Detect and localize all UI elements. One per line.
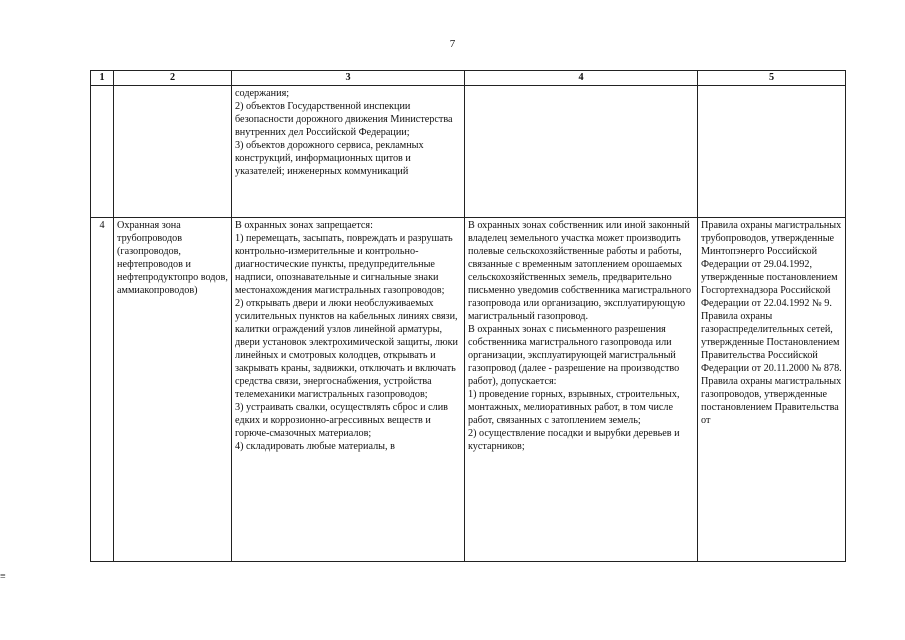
page-number: 7 [449, 38, 456, 50]
regulations-cell: Правила охраны магистральных трубопроводов, утвержденные Минтопэнерго Российской Федерации от 29.04.1992, утвержденные постановлением Госгортехнадзора Российской Федерации от 22.04.1992 № 9. Правила охраны газораспределительных сетей, утвержденные Постановлением Правительства Российской Федерации от 20.11.2000 № 878. Правила охраны магистральных газопроводов, утвержденные постановлением Правительства от [698, 218, 846, 562]
column-header-2: 2 [114, 71, 232, 86]
column-header-4: 4 [465, 71, 698, 86]
table-row [91, 86, 846, 218]
restrictions-cell: В охранных зонах запрещается: 1) перемещать, засыпать, повреждать и разрушать контрольно-измерительные и контрольно-диагностические пункты, предупредительные надписи, опознавательные и сигнальные знаки местонахождения магистральных газопроводов; 2) открывать двери и люки необслуживаемых усилительных пунктов на кабельных линиях связи, калитки ограждений узлов линейной арматуры, двери установок электрохимической защиты, люки линейных и смотровых колодцев, открывать и закрывать краны, задвижки, отключать и включать средства связи, энергоснабжения, устройства телемеханики магистральных газопроводов; 3) устраивать свалки, осуществлять сброс и слив едких и коррозионно-агрессивных веществ и горюче-смазочных материалов; 4) складировать любые материалы, в [232, 218, 465, 562]
restrictions-cell: содержания; 2) объектов Государственной инспекции безопасности дорожного движения Министерства внутренних дел Российской Федерации; 3) объектов дорожного сервиса, рекламных конструкций, информационных щитов и указателей; инженерных коммуникаций [232, 86, 465, 218]
zone-name-cell: Охранная зона трубопроводов (газопроводов, нефтепроводов и нефтепродуктопро водов, аммиакопроводов) [114, 218, 232, 562]
regulations-cell [698, 86, 846, 218]
row-number-cell [91, 86, 114, 218]
permissions-cell [465, 86, 698, 218]
permissions-cell: В охранных зонах собственник или иной законный владелец земельного участка может производить полевые сельскохозяйственные работы и работы, связанные с временным затоплением орошаемых сельскохозяйственных земель, предварительно письменно уведомив собственника магистрального газопровода или организацию, эксплуатирующую магистральный газопровод. В охранных зонах с письменного разрешения собственника магистрального газопровода или организации, эксплуатирующей магистральный газопровод (далее - разрешение на производство работ), допускается: 1) проведение горных, взрывных, строительных, монтажных, мелиоративных работ, в том числе работ, связанных с затоплением земель; 2) осуществление посадки и вырубки деревьев и кустарников; [465, 218, 698, 562]
column-header-3: 3 [232, 71, 465, 86]
margin-mark: ≡ [0, 571, 6, 582]
document-table [90, 70, 846, 562]
zone-name-cell [114, 86, 232, 218]
table-header-row [91, 71, 846, 86]
column-header-5: 5 [698, 71, 846, 86]
column-header-1: 1 [91, 71, 114, 86]
row-number-cell: 4 [91, 218, 114, 562]
table-row [91, 218, 846, 562]
